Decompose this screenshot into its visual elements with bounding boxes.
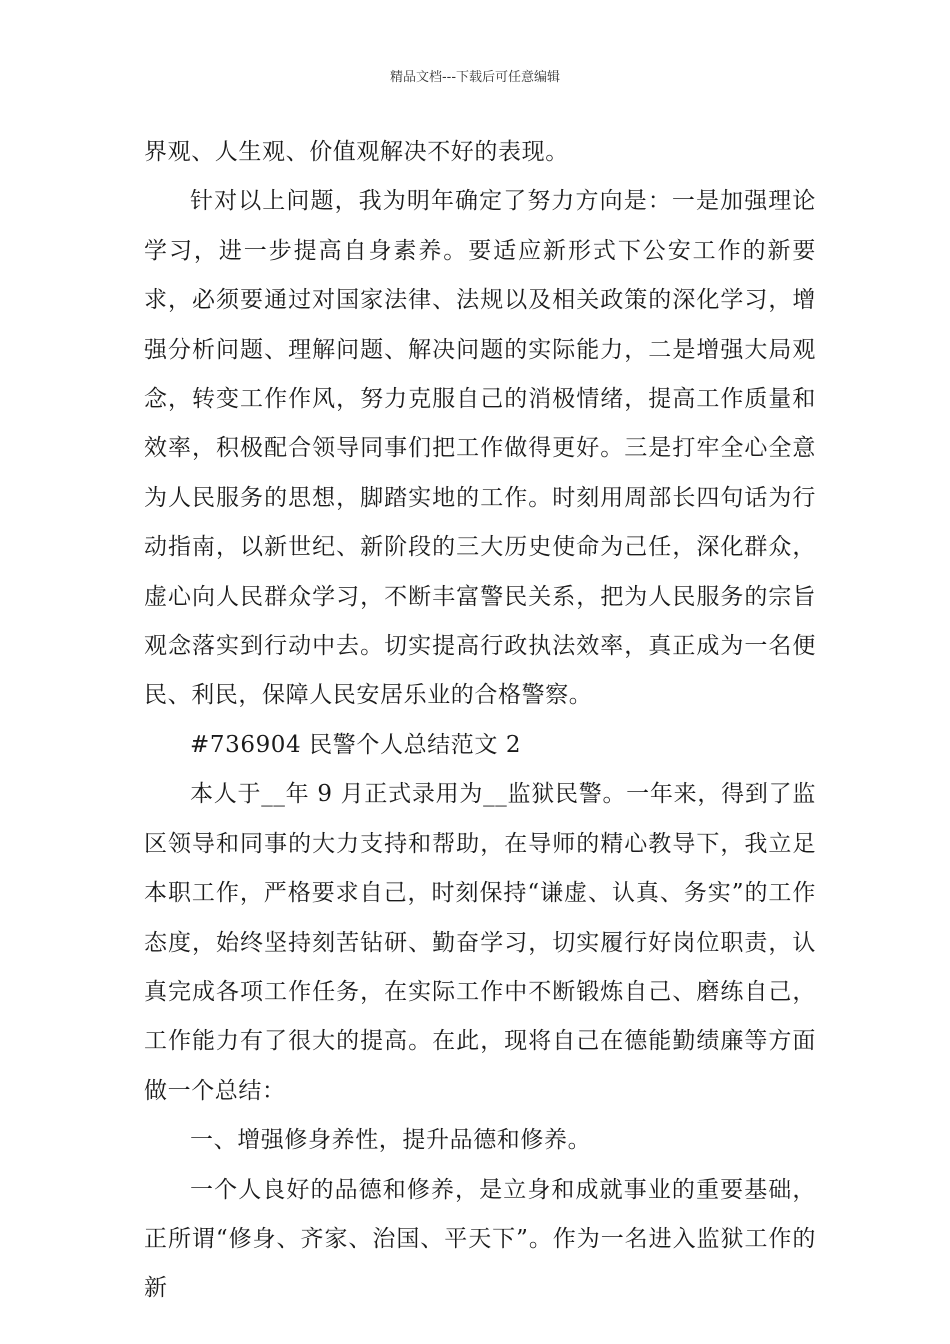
subsection-heading: 一、增强修身养性，提升品德和修养。 <box>190 1127 592 1154</box>
paragraph-intro: 本人于__年 9 月正式录用为__监狱民警。一年来，得到了监区领导和同事的大力支持和帮助，在导师的精心教导下，我立足本职工作，严格要求自己，时刻保持“谦虚、认真、务实”的工作态度，始终坚持刻苦钻研、勤奋学习，切实履行好岗位职责，认真完成各项工作任务，在实际工作中不断锻炼自己、磨练自己，工作能力有了很大的提高。在此，现将自己在德能勤绩廉等方面做一个总结： <box>144 781 816 1104</box>
paragraph-continuation: 界观、人生观、价值观解决不好的表现。 <box>144 139 569 165</box>
paragraph-character: 一个人良好的品德和修养，是立身和成就事业的重要基础，正所谓“修身、齐家、治国、平天下”。作为一名进入监狱工作的新 <box>144 1176 816 1302</box>
section-title: #736904 民警个人总结范文 2 <box>190 731 522 758</box>
paragraph-improvement-directions: 针对以上问题，我为明年确定了努力方向是：一是加强理论学习，进一步提高自身素养。要适应新形式下公安工作的新要求，必须要通过对国家法律、法规以及相关政策的深化学习，增强分析问题、理解问题、解决问题的实际能力，二是增强大局观念，转变工作作风，努力克服自己的消极情绪，提高工作质量和效率，积极配合领导同事们把工作做得更好。三是打牢全心全意为人民服务的思想，脚踏实地的工作。时刻用周部长四句话为行动指南，以新世纪、新阶段的三大历史使命为己任，深化群众，虚心向人民群众学习，不断丰富警民关系，把为人民服务的宗旨观念落实到行动中去。切实提高行政执法效率，真正成为一名便民、利民，保障人民安居乐业的合格警察。 <box>144 188 816 709</box>
page-header: 精品文档---下载后可任意编辑 <box>389 70 561 85</box>
document-body <box>144 128 816 1314</box>
